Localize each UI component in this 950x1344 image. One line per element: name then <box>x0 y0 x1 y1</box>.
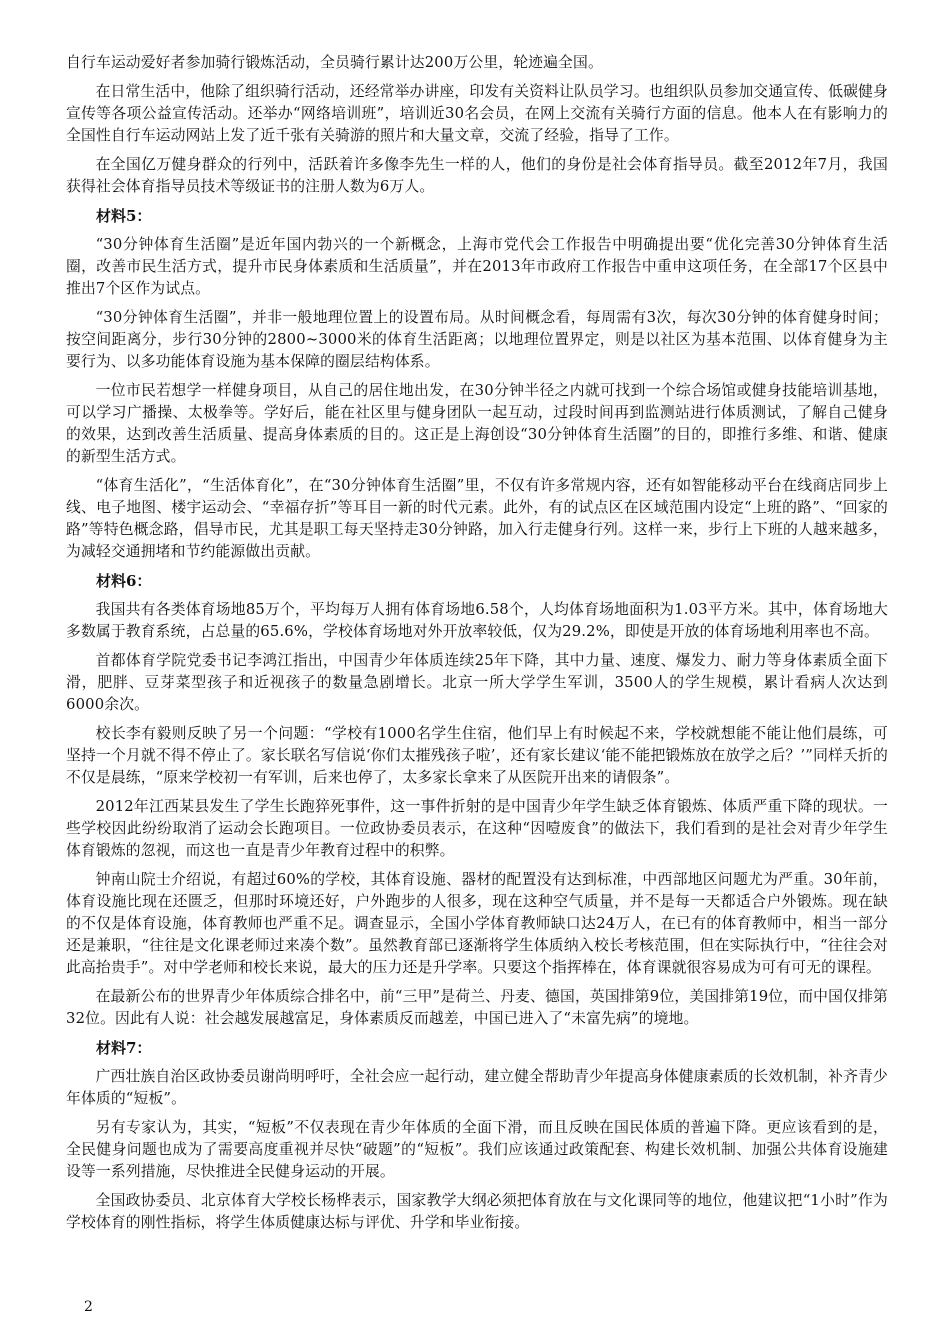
paragraph: 全国政协委员、北京体育大学校长杨桦表示，国家教学大纲必须把体育放在与文化课同等的地位，他建议把“1小时”作为学校体育的刚性指标，将学生体质健康达标与评优、升学和毕业衔接。 <box>66 1192 888 1231</box>
paragraph: 在日常生活中，他除了组织骑行活动，还经常举办讲座，印发有关资料让队员学习。也组织队员参加交通宣传、低碳健身宣传等各项公益宣传活动。还举办“网络培训班”，培训近30名会员，在网上交流有关骑行方面的信息。他本人在有影响力的全国性自行车运动网站上发了近千张有关骑游的照片和大量文章，交流了经验，指导了工作。 <box>66 83 888 144</box>
paragraph: 钟南山院士介绍说，有超过60%的学校，其体育设施、器材的配置没有达到标准，中西部地区问题尤为严重。30年前，体育设施比现在还匮乏，但那时环境还好，户外跑步的人很多，现在这种空气质量，并不是每一天都适合户外锻炼。现在缺的不仅是体育设施，体育教师也严重不足。调查显示，全国小学体育教师缺口达24万人，在已有的体育教师中，相当一部分还是兼职，“往往是文化课老师过来凑个数”。虽然教育部已逐渐将学生体质纳入校长考核范围，但在实际执行中，“往往会对此高抬贵手”。对中学老师和校长来说，最大的压力还是升学率。只要这个指挥棒在，体育课就很容易成为可有可无的课程。 <box>66 871 888 976</box>
paragraph: 一位市民若想学一样健身项目，从自己的居住地出发，在30分钟半径之内就可找到一个综合场馆或健身技能培训基地，可以学习广播操、太极拳等。学好后，能在社区里与健身团队一起互动，过段时间再到监测站进行体质测试，了解自己健身的效果，达到改善生活质量、提高身体素质的目的。这正是上海创设“30分钟体育生活圈”的目的，即推行多维、和谐、健康的新型生活方式。 <box>66 382 888 465</box>
paragraph: 我国共有各类体育场地85万个，平均每万人拥有体育场地6.58个，人均体育场地面积为1.03平方米。其中，体育场地大多数属于教育系统，占总量的65.6%，学校体育场地对外开放率较低，仅为29.2%，即使是开放的体育场地利用率也不高。 <box>66 601 888 640</box>
paragraph: 在最新公布的世界青少年体质综合排名中，前“三甲”是荷兰、丹麦、德国，英国排第9位，美国排第19位，而中国仅排第32位。因此有人说：社会越发展越富足，身体素质反而越差，中国已进入了“未富先病”的境地。 <box>66 988 888 1027</box>
paragraph: “30分钟体育生活圈”是近年国内勃兴的一个新概念，上海市党代会工作报告中明确提出要“优化完善30分钟体育生活圈，改善市民生活方式，提升市民身体素质和生活质量”，并在2013年市政府工作报告中重申这项任务，在全部17个区县中推出7个区作为试点。 <box>66 236 888 297</box>
paragraph: 自行车运动爱好者参加骑行锻炼活动，全员骑行累计达200万公里，轮迹遍全国。 <box>66 54 603 71</box>
paragraph: 校长李有毅则反映了另一个问题：“学校有1000名学生住宿，他们早上有时候起不来，学校就想能不能让他们晨练，可坚持一个月就不得不停止了。家长联名写信说‘你们太摧残孩子啦’，还有家长建议‘能不能把锻炼放在放学之后？’”同样夭折的不仅是晨练，“原来学校初一有军训，后来也停了，太多家长拿来了从医院开出来的请假条”。 <box>66 725 888 786</box>
paragraph: “体育生活化”，“生活体育化”，在“30分钟体育生活圈”里，不仅有许多常规内容，还有如智能移动平台在线商店同步上线、电子地图、楼宇运动会、“幸福存折”等耳目一新的时代元素。此外，有的试点区在区域范围内设定“上班的路”、“回家的路”等特色概念路，倡导市民，尤其是职工每天坚持走30分钟路，加入行走健身行列。这样一来，步行上下班的人越来越多，为减轻交通拥堵和节约能源做出贡献。 <box>66 477 888 560</box>
section-heading-material-5: 材料5： <box>96 207 152 225</box>
paragraph: 在全国亿万健身群众的行列中，活跃着许多像李先生一样的人，他们的身份是社会体育指导员。截至2012年7月，我国获得社会体育指导员技术等级证书的注册人数为6万人。 <box>66 156 888 195</box>
paragraph: “30分钟体育生活圈”，并非一般地理位置上的设置布局。从时间概念看，每周需有3次，每次30分钟的体育健身时间；按空间距离分，步行30分钟的2800~3000米的体育生活距离；以地理位置界定，则是以社区为基本范围、以体育健身为主要行为、以多功能体育设施为基本保障的圈层结构体系。 <box>66 309 888 370</box>
paragraph: 广西壮族自治区政协委员谢尚明呼吁，全社会应一起行动，建立健全帮助青少年提高身体健康素质的长效机制，补齐青少年体质的“短板”。 <box>66 1068 888 1107</box>
document-body <box>66 52 888 1241</box>
section-heading-material-7: 材料7： <box>96 1039 152 1057</box>
paragraph: 2012年江西某县发生了学生长跑猝死事件，这一事件折射的是中国青少年学生缺乏体育锻炼、体质严重下降的现状。一些学校因此纷纷取消了运动会长跑项目。一位政协委员表示，在这种“因噎废食”的做法下，我们看到的是社会对青少年学生体育锻炼的忽视，而这也一直是青少年教育过程中的积弊。 <box>66 798 888 859</box>
section-heading-material-6: 材料6： <box>96 572 152 590</box>
paragraph: 首都体育学院党委书记李鸿江指出，中国青少年体质连续25年下降，其中力量、速度、爆发力、耐力等身体素质全面下滑，肥胖、豆芽菜型孩子和近视孩子的数量急剧增长。北京一所大学学生军训，3500人的学生规模，累计看病人次达到6000余次。 <box>66 652 888 713</box>
paragraph: 另有专家认为，其实，“短板”不仅表现在青少年体质的全面下滑，而且反映在国民体质的普遍下降。更应该看到的是，全民健身问题也成为了需要高度重视并尽快“破题”的“短板”。我们应该通过政策配套、构建长效机制、加强公共体育设施建设等一系列措施，尽快推进全民健身运动的开展。 <box>66 1119 888 1180</box>
page-number: 2 <box>84 1299 93 1315</box>
